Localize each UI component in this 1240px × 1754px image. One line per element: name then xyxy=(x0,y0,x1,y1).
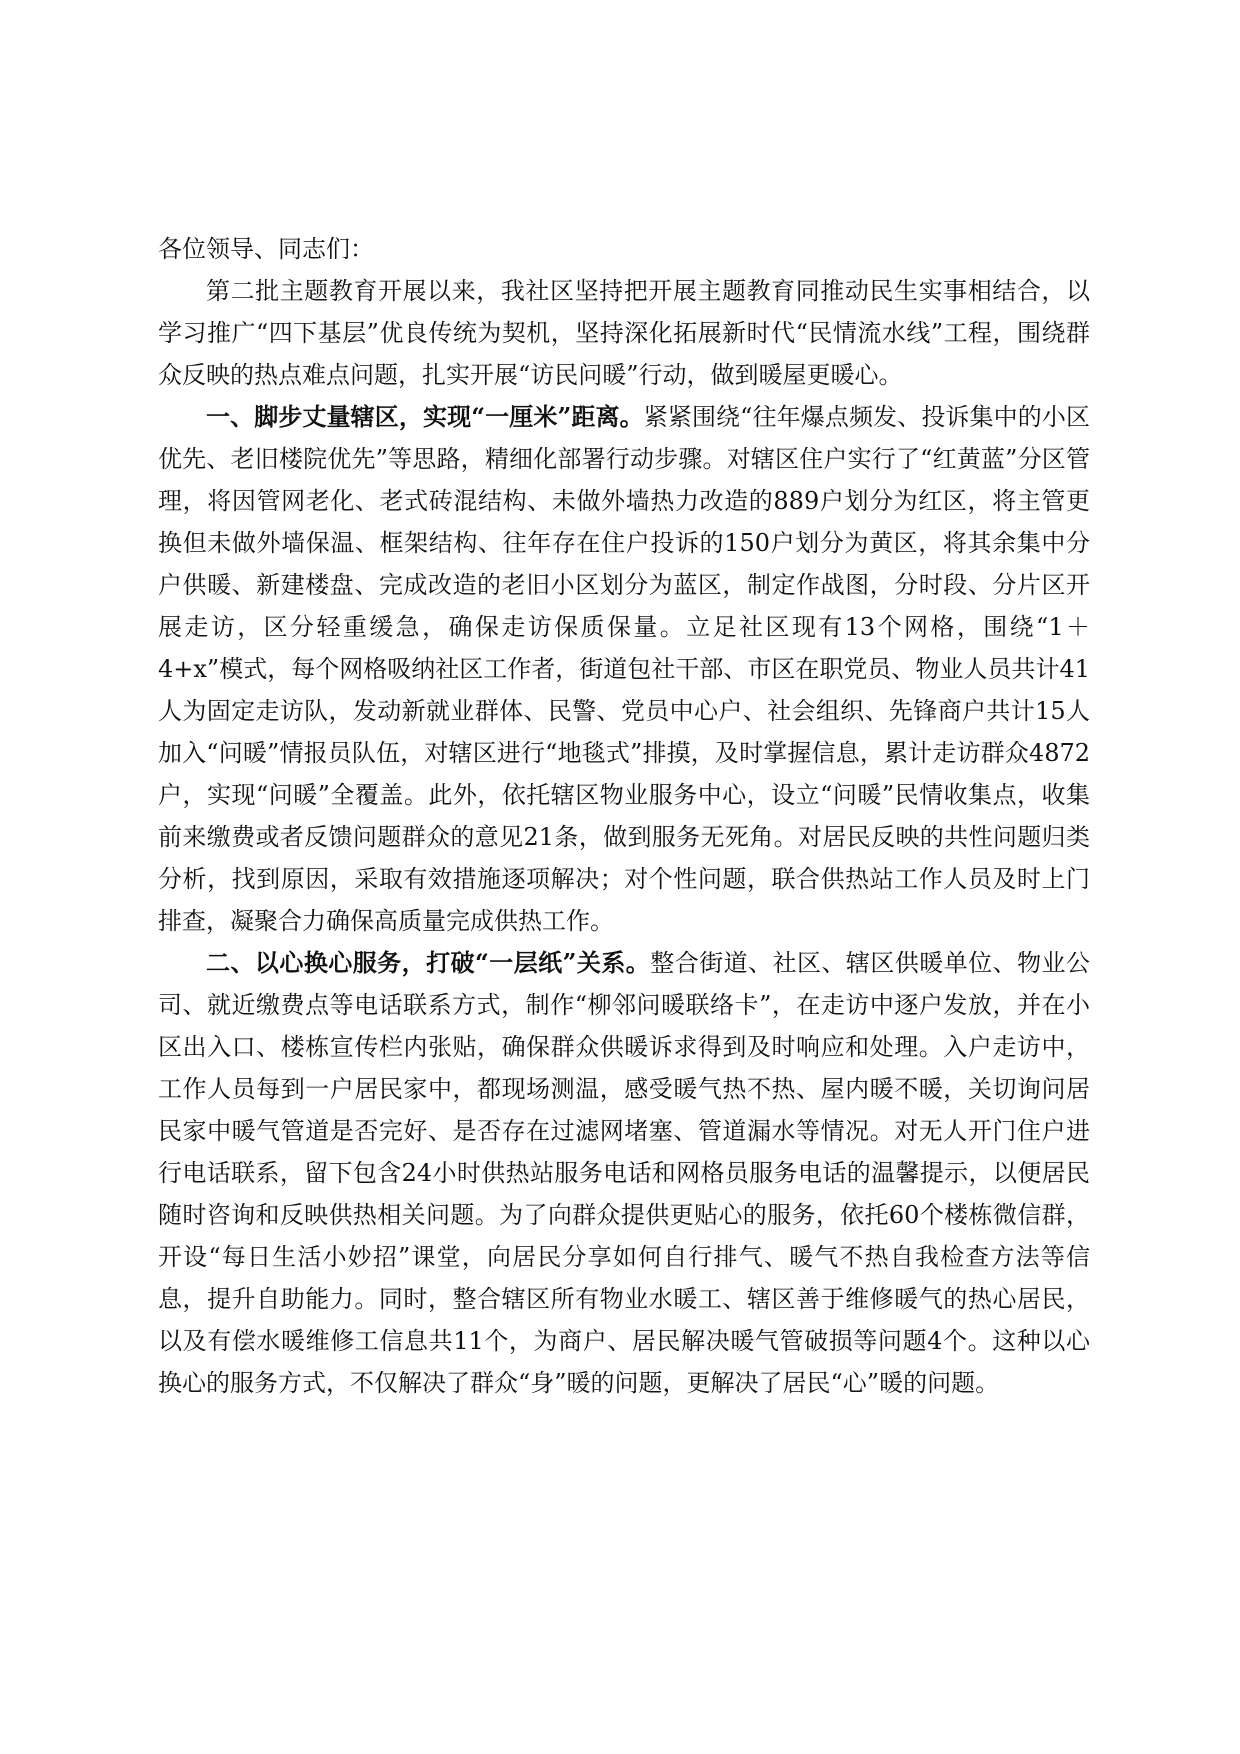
section-paragraph-1 xyxy=(158,396,1090,942)
section-paragraph-2 xyxy=(158,942,1090,1404)
section-heading-1: 一、脚步丈量辖区，实现“一厘米”距离。 xyxy=(206,402,644,431)
document-page xyxy=(158,228,1090,1404)
salutation: 各位领导、同志们： xyxy=(158,235,374,263)
section-heading-2: 二、以心换心服务，打破“一层纸”关系。 xyxy=(206,948,651,977)
intro-paragraph: 第二批主题教育开展以来，我社区坚持把开展主题教育同推动民生实事相结合，以学习推广“四下基层”优良传统为契机，坚持深化拓展新时代“民情流水线”工程，围绕群众反映的热点难点问题，扎实开展“访民问暖”行动，做到暖屋更暖心。 xyxy=(158,277,1090,389)
section-body-1: 紧紧围绕“往年爆点频发、投诉集中的小区优先、老旧楼院优先”等思路，精细化部署行动步骤。对辖区住户实行了“红黄蓝”分区管理，将因管网老化、老式砖混结构、未做外墙热力改造的889户划分为红区，将主管更换但未做外墙保温、框架结构、往年存在住户投诉的150户划分为黄区，将其余集中分户供暖、新建楼盘、完成改造的老旧小区划分为蓝区，制定作战图，分时段、分片区开展走访，区分轻重缓急，确保走访保质保量。立足社区现有13个网格，围绕“1＋4+x”模式，每个网格吸纳社区工作者，街道包社干部、市区在职党员、物业人员共计41人为固定走访队，发动新就业群体、民警、党员中心户、社会组织、先锋商户共计15人加入“问暖”情报员队伍，对辖区进行“地毯式”排摸，及时掌握信息，累计走访群众4872户，实现“问暖”全覆盖。此外，依托辖区物业服务中心，设立“问暖”民情收集点，收集前来缴费或者反馈问题群众的意见21条，做到服务无死角。对居民反映的共性问题归类分析，找到原因，采取有效措施逐项解决；对个性问题，联合供热站工作人员及时上门排查，凝聚合力确保高质量完成供热工作。 xyxy=(158,403,1090,935)
section-body-2: 整合街道、社区、辖区供暖单位、物业公司、就近缴费点等电话联系方式，制作“柳邻问暖联络卡”，在走访中逐户发放，并在小区出入口、楼栋宣传栏内张贴，确保群众供暖诉求得到及时响应和处理。入户走访中，工作人员每到一户居民家中，都现场测温，感受暖气热不热、屋内暖不暖，关切询问居民家中暖气管道是否完好、是否存在过滤网堵塞、管道漏水等情况。对无人开门住户进行电话联系，留下包含24小时供热站服务电话和网格员服务电话的温馨提示，以便居民随时咨询和反映供热相关问题。为了向群众提供更贴心的服务，依托60个楼栋微信群，开设“每日生活小妙招”课堂，向居民分享如何自行排气、暖气不热自我检查方法等信息，提升自助能力。同时，整合辖区所有物业水暖工、辖区善于维修暖气的热心居民，以及有偿水暖维修工信息共11个，为商户、居民解决暖气管破损等问题4个。这种以心换心的服务方式，不仅解决了群众“身”暖的问题，更解决了居民“心”暖的问题。 xyxy=(158,949,1091,1397)
